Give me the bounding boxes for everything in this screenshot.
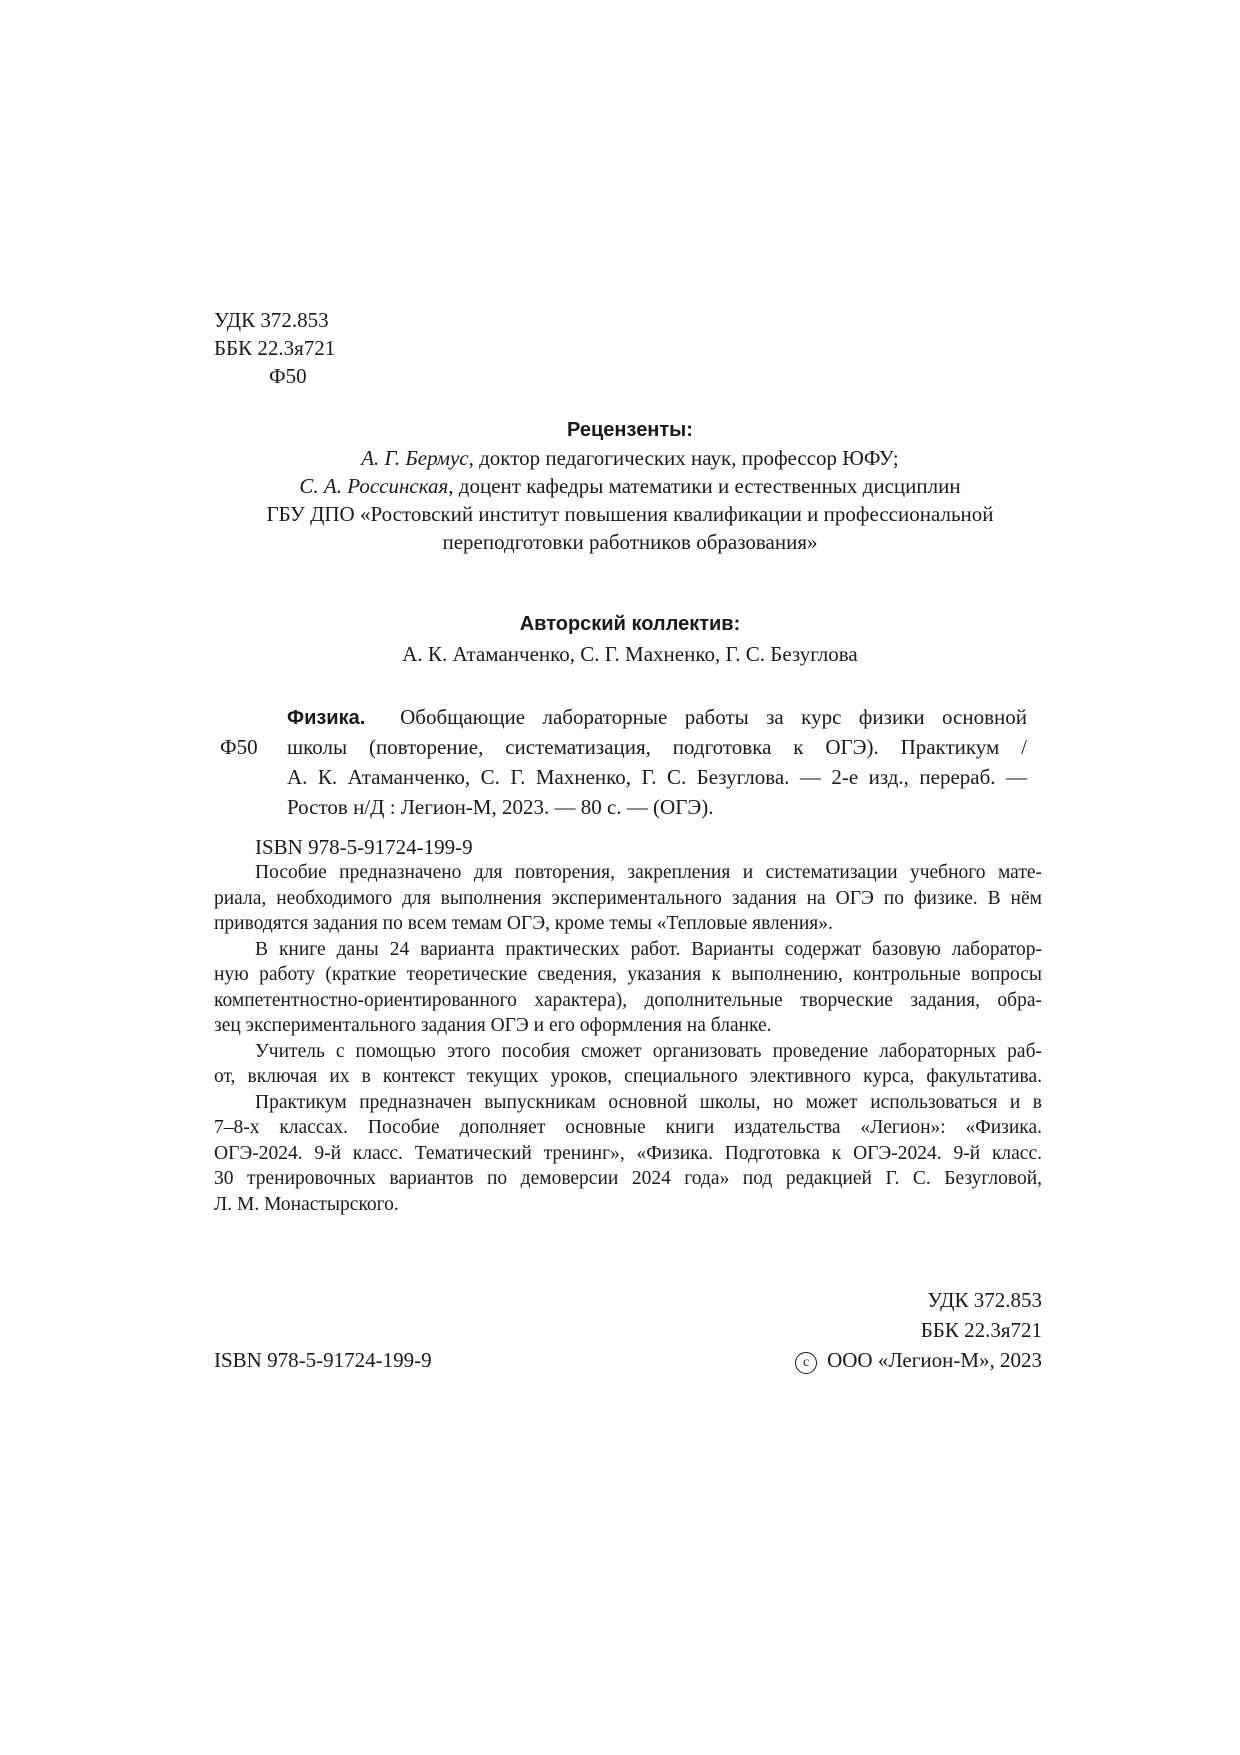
reviewer-2-affiliation: ГБУ ДПО «Ростовский институт повышения квалификации и профессиональной (266, 502, 994, 526)
annotation-p2-line-2: ную работу (краткие теоретические сведения, указания к выполнению, контрольные вопросы (214, 964, 1042, 985)
reviewer-2-details: , доцент кафедры математики и естественных дисциплин (448, 474, 961, 498)
annotation-p3-line-2: от, включая их в контекст текущих уроков, специального элективного курса, факультатива. (214, 1066, 1042, 1087)
annotation-p4-line-3: ОГЭ-2024. 9-й класс. Тематический тренинг», «Физика. Подготовка к ОГЭ-2024. 9-й класс. (214, 1142, 1042, 1164)
isbn-line: ISBN 978-5-91724-199-9 (255, 835, 473, 859)
bib-line-3: А. К. Атаманченко, С. Г. Махненко, Г. С. Безуглова. — 2-е изд., перераб. — (287, 765, 1027, 789)
annotation-p4-line-1: Практикум предназначен выпускникам основной школы, но может использоваться и в (255, 1091, 1042, 1113)
annotation-p2-line-3: компетентностно-ориентированного характера), дополнительные творческие задания, обра- (214, 989, 1042, 1011)
bib-title: Физика. (287, 707, 366, 729)
reviewer-2-name: С. А. Россинская (299, 474, 449, 498)
reviewer-2-affiliation-cont: переподготовки работников образования» (442, 530, 818, 554)
annotation-p1-line-1: Пособие предназначено для повторения, закрепления и систематизации учебного мате- (255, 862, 1042, 883)
bib-line-4: Ростов н/Д : Легион-М, 2023. — 80 с. — (ОГЭ). (287, 795, 714, 819)
reviewer-1-details: , доктор педагогических наук, профессор ЮФУ; (468, 446, 899, 470)
annotation-p4-line-2: 7–8-х классах. Пособие дополняет основные книги издательства «Легион»: «Физика. (214, 1117, 1042, 1138)
annotation-p2-line-4: зец экспериментального задания ОГЭ и его оформления на бланке. (214, 1015, 772, 1036)
bib-line-1 (287, 703, 1027, 732)
annotation-p1-line-2: риала, необходимого для выполнения экспериментального задания на ОГЭ по физике. В нём (214, 887, 1042, 909)
footer-isbn: ISBN 978-5-91724-199-9 (214, 1348, 432, 1372)
annotation-p4-line-5: Л. М. Монастырского. (214, 1193, 399, 1215)
bib-title-rest: Обобщающие лабораторные работы за курс физики основной (400, 705, 1028, 729)
annotation-p2-line-1: В книге даны 24 варианта практических работ. Варианты содержат базовую лаборатор- (255, 938, 1042, 960)
authors-heading: Авторский коллектив: (519, 613, 741, 635)
reviewer-2 (140, 472, 1120, 500)
annotation-p4-line-4: 30 тренировочных вариантов по демоверсии 2024 года» под редакцией Г. С. Безугловой, (214, 1168, 1042, 1189)
footer-copyright (700, 1346, 1042, 1374)
copyright-icon: c (795, 1352, 817, 1374)
udk-code: УДК 372.853 (214, 308, 329, 332)
bib-mark: Ф50 (220, 735, 258, 759)
reviewer-1-name: А. Г. Бермус (361, 446, 469, 470)
annotation-p3-line-1: Учитель с помощью этого пособия сможет организовать проведение лабораторных раб- (255, 1040, 1042, 1062)
annotation-p1-line-3: приводятся задания по всем темам ОГЭ, кроме темы «Тепловые явления». (214, 913, 833, 934)
reviewers-heading: Рецензенты: (567, 419, 693, 441)
authors-names: А. К. Атаманченко, С. Г. Махненко, Г. С. Безуглова (402, 642, 858, 666)
bbk-code: ББК 22.3я721 (214, 336, 336, 360)
copyright-text: ООО «Легион-М», 2023 (827, 1348, 1042, 1372)
author-mark: Ф50 (269, 364, 307, 388)
reviewer-1 (140, 444, 1120, 472)
bib-line-2: школы (повторение, систематизация, подготовка к ОГЭ). Практикум / (287, 735, 1027, 759)
footer-udk: УДК 372.853 (927, 1288, 1042, 1312)
footer-bbk: ББК 22.3я721 (920, 1318, 1042, 1342)
